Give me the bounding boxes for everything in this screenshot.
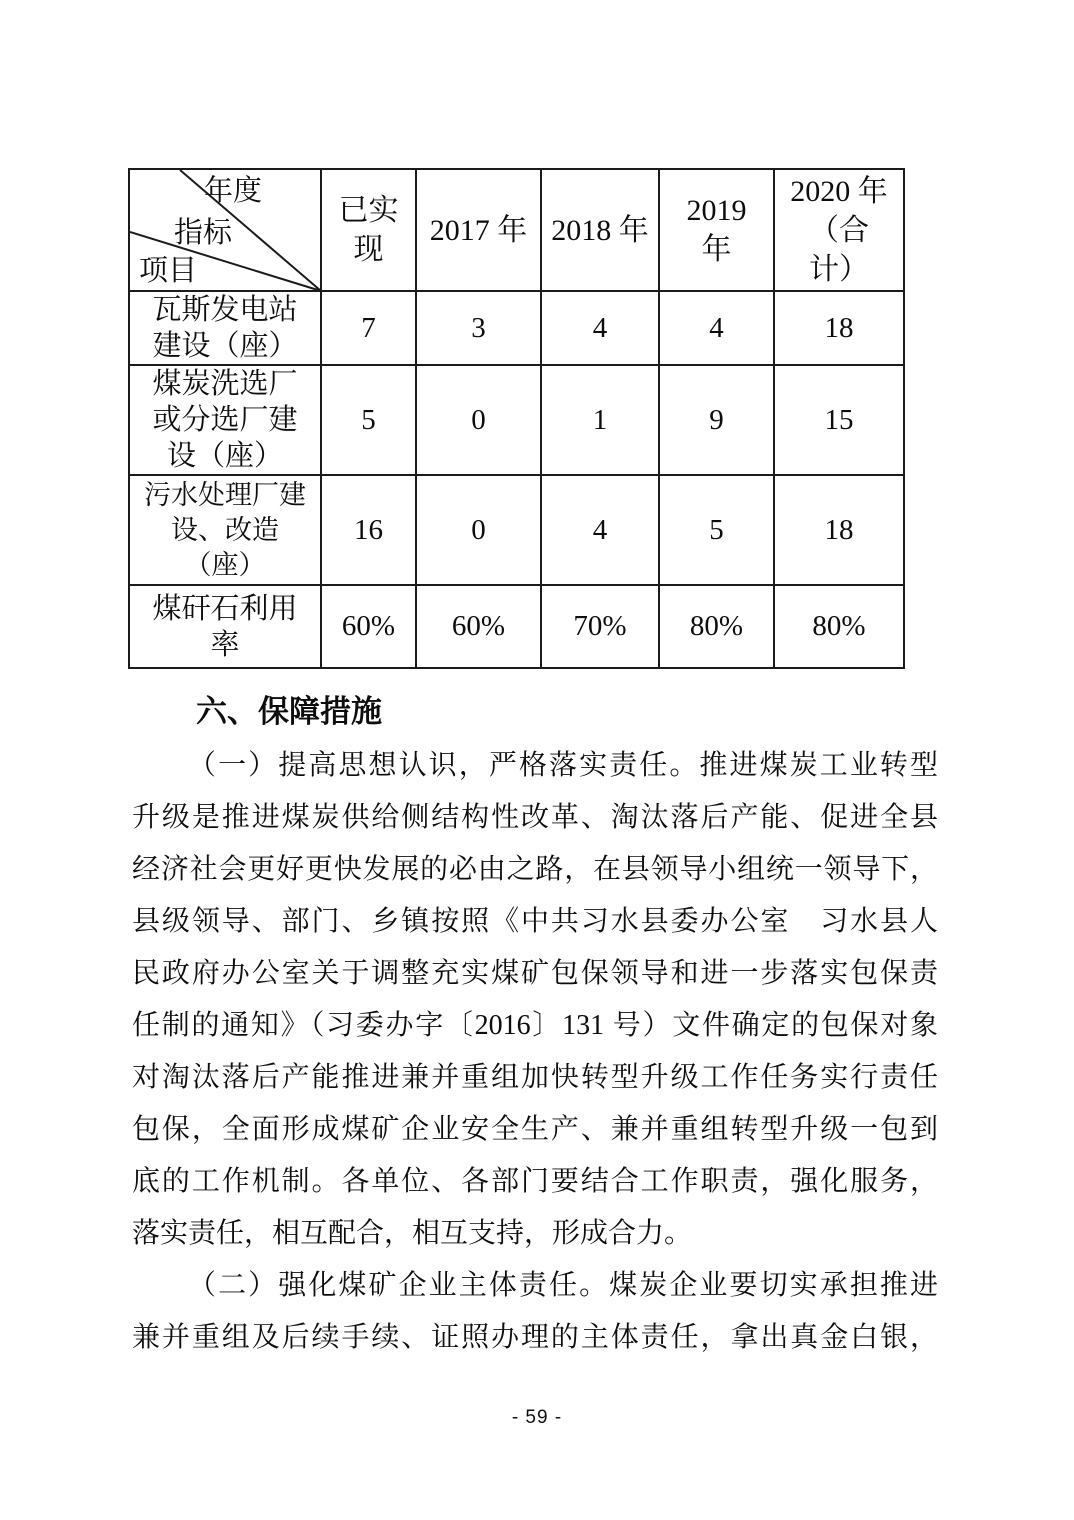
cell-value: 5 bbox=[321, 365, 416, 475]
page-number: - 59 - bbox=[511, 1407, 563, 1428]
cell-value: 18 bbox=[774, 291, 904, 365]
row-label-line: 设、改造 bbox=[171, 514, 279, 545]
row-label bbox=[129, 475, 321, 585]
column-header bbox=[774, 169, 904, 291]
text-line: 任制的通知》（习委办字〔2016〕131 号）文件确定的包保对象 bbox=[132, 1010, 938, 1041]
column-header-line: 2018 年 bbox=[551, 213, 649, 247]
column-header-line: 现 bbox=[353, 233, 384, 266]
corner-item-label: 项目 bbox=[139, 255, 198, 287]
table-header-row bbox=[129, 169, 904, 291]
column-header-line: 年 bbox=[701, 233, 732, 266]
table-row bbox=[129, 365, 904, 475]
cell-value: 80% bbox=[774, 585, 904, 668]
column-header-line: 已实 bbox=[338, 194, 399, 227]
cell-value: 60% bbox=[321, 585, 416, 668]
cell-value: 7 bbox=[321, 291, 416, 365]
cell-value: 4 bbox=[541, 291, 659, 365]
cell-value: 16 bbox=[321, 475, 416, 585]
table-row bbox=[129, 585, 904, 668]
text-line: 兼并重组及后续手续、证照办理的主体责任，拿出真金白银， bbox=[132, 1322, 938, 1353]
column-header-line: 计） bbox=[809, 252, 869, 286]
diagonal-header-cell bbox=[129, 169, 321, 291]
paragraph bbox=[132, 1260, 938, 1364]
cell-value: 4 bbox=[541, 475, 659, 585]
column-header-line: （合 bbox=[809, 213, 869, 247]
column-header bbox=[541, 169, 659, 291]
cell-value: 0 bbox=[416, 475, 541, 585]
text-line: 经济社会更好更快发展的必由之路，在县领导小组统一领导下， bbox=[132, 854, 938, 885]
row-label-line: 煤炭洗选厂 bbox=[152, 368, 298, 400]
text-line: 包保，全面形成煤矿企业安全生产、兼并重组转型升级一包到 bbox=[132, 1114, 938, 1145]
row-label-line: 或分选厂建 bbox=[152, 404, 298, 436]
column-header-line: 2020 年 bbox=[790, 174, 888, 208]
text-line: 底的工作机制。各单位、各部门要结合工作职责，强化服务， bbox=[132, 1166, 938, 1197]
row-label bbox=[129, 585, 321, 668]
cell-value: 70% bbox=[541, 585, 659, 668]
paragraph bbox=[132, 740, 938, 1260]
row-label-line: 污水处理厂建 bbox=[144, 479, 306, 510]
row-label-line: 煤矸石利用 bbox=[152, 592, 298, 625]
row-label bbox=[129, 365, 321, 475]
column-header bbox=[659, 169, 774, 291]
targets-table bbox=[128, 168, 905, 669]
cell-value: 18 bbox=[774, 475, 904, 585]
cell-value: 80% bbox=[659, 585, 774, 668]
text-line: 民政府办公室关于调整充实煤矿包保领导和进一步落实包保责 bbox=[132, 958, 938, 989]
text-line: 对淘汰落后产能推进兼并重组加快转型升级工作任务实行责任 bbox=[132, 1062, 938, 1093]
cell-value: 15 bbox=[774, 365, 904, 475]
row-label-line: 率 bbox=[210, 628, 240, 661]
section-heading: 六、保障措施 bbox=[196, 694, 382, 729]
cell-value: 0 bbox=[416, 365, 541, 475]
targets-table-container bbox=[128, 168, 905, 669]
text-line: （二）强化煤矿企业主体责任。煤炭企业要切实承担推进 bbox=[188, 1270, 938, 1301]
cell-value: 60% bbox=[416, 585, 541, 668]
table-row bbox=[129, 291, 904, 365]
cell-value: 1 bbox=[541, 365, 659, 475]
cell-value: 9 bbox=[659, 365, 774, 475]
cell-value: 4 bbox=[659, 291, 774, 365]
cell-value: 5 bbox=[659, 475, 774, 585]
table-row bbox=[129, 475, 904, 585]
cell-value: 3 bbox=[416, 291, 541, 365]
row-label-line: 瓦斯发电站 bbox=[152, 294, 298, 326]
row-label bbox=[129, 291, 321, 365]
row-label-line: 建设（座） bbox=[152, 330, 298, 362]
column-header-line: 2017 年 bbox=[429, 213, 528, 247]
row-label-line: （座） bbox=[184, 549, 266, 580]
column-header bbox=[321, 169, 416, 291]
column-header bbox=[416, 169, 541, 291]
body-text bbox=[132, 740, 938, 1364]
text-line: 县级领导、部门、乡镇按照《中共习水县委办公室 习水县人 bbox=[132, 906, 938, 937]
corner-indicator-label: 指标 bbox=[174, 217, 233, 249]
column-header-line: 2019 bbox=[686, 194, 747, 227]
corner-year-label: 年度 bbox=[204, 175, 263, 207]
text-line: 落实责任，相互配合，相互支持，形成合力。 bbox=[132, 1218, 693, 1249]
text-line: （一）提高思想认识，严格落实责任。推进煤炭工业转型 bbox=[188, 750, 938, 781]
row-label-line: 设（座） bbox=[166, 440, 283, 472]
text-line: 升级是推进煤炭供给侧结构性改革、淘汰落后产能、促进全县 bbox=[132, 802, 938, 833]
